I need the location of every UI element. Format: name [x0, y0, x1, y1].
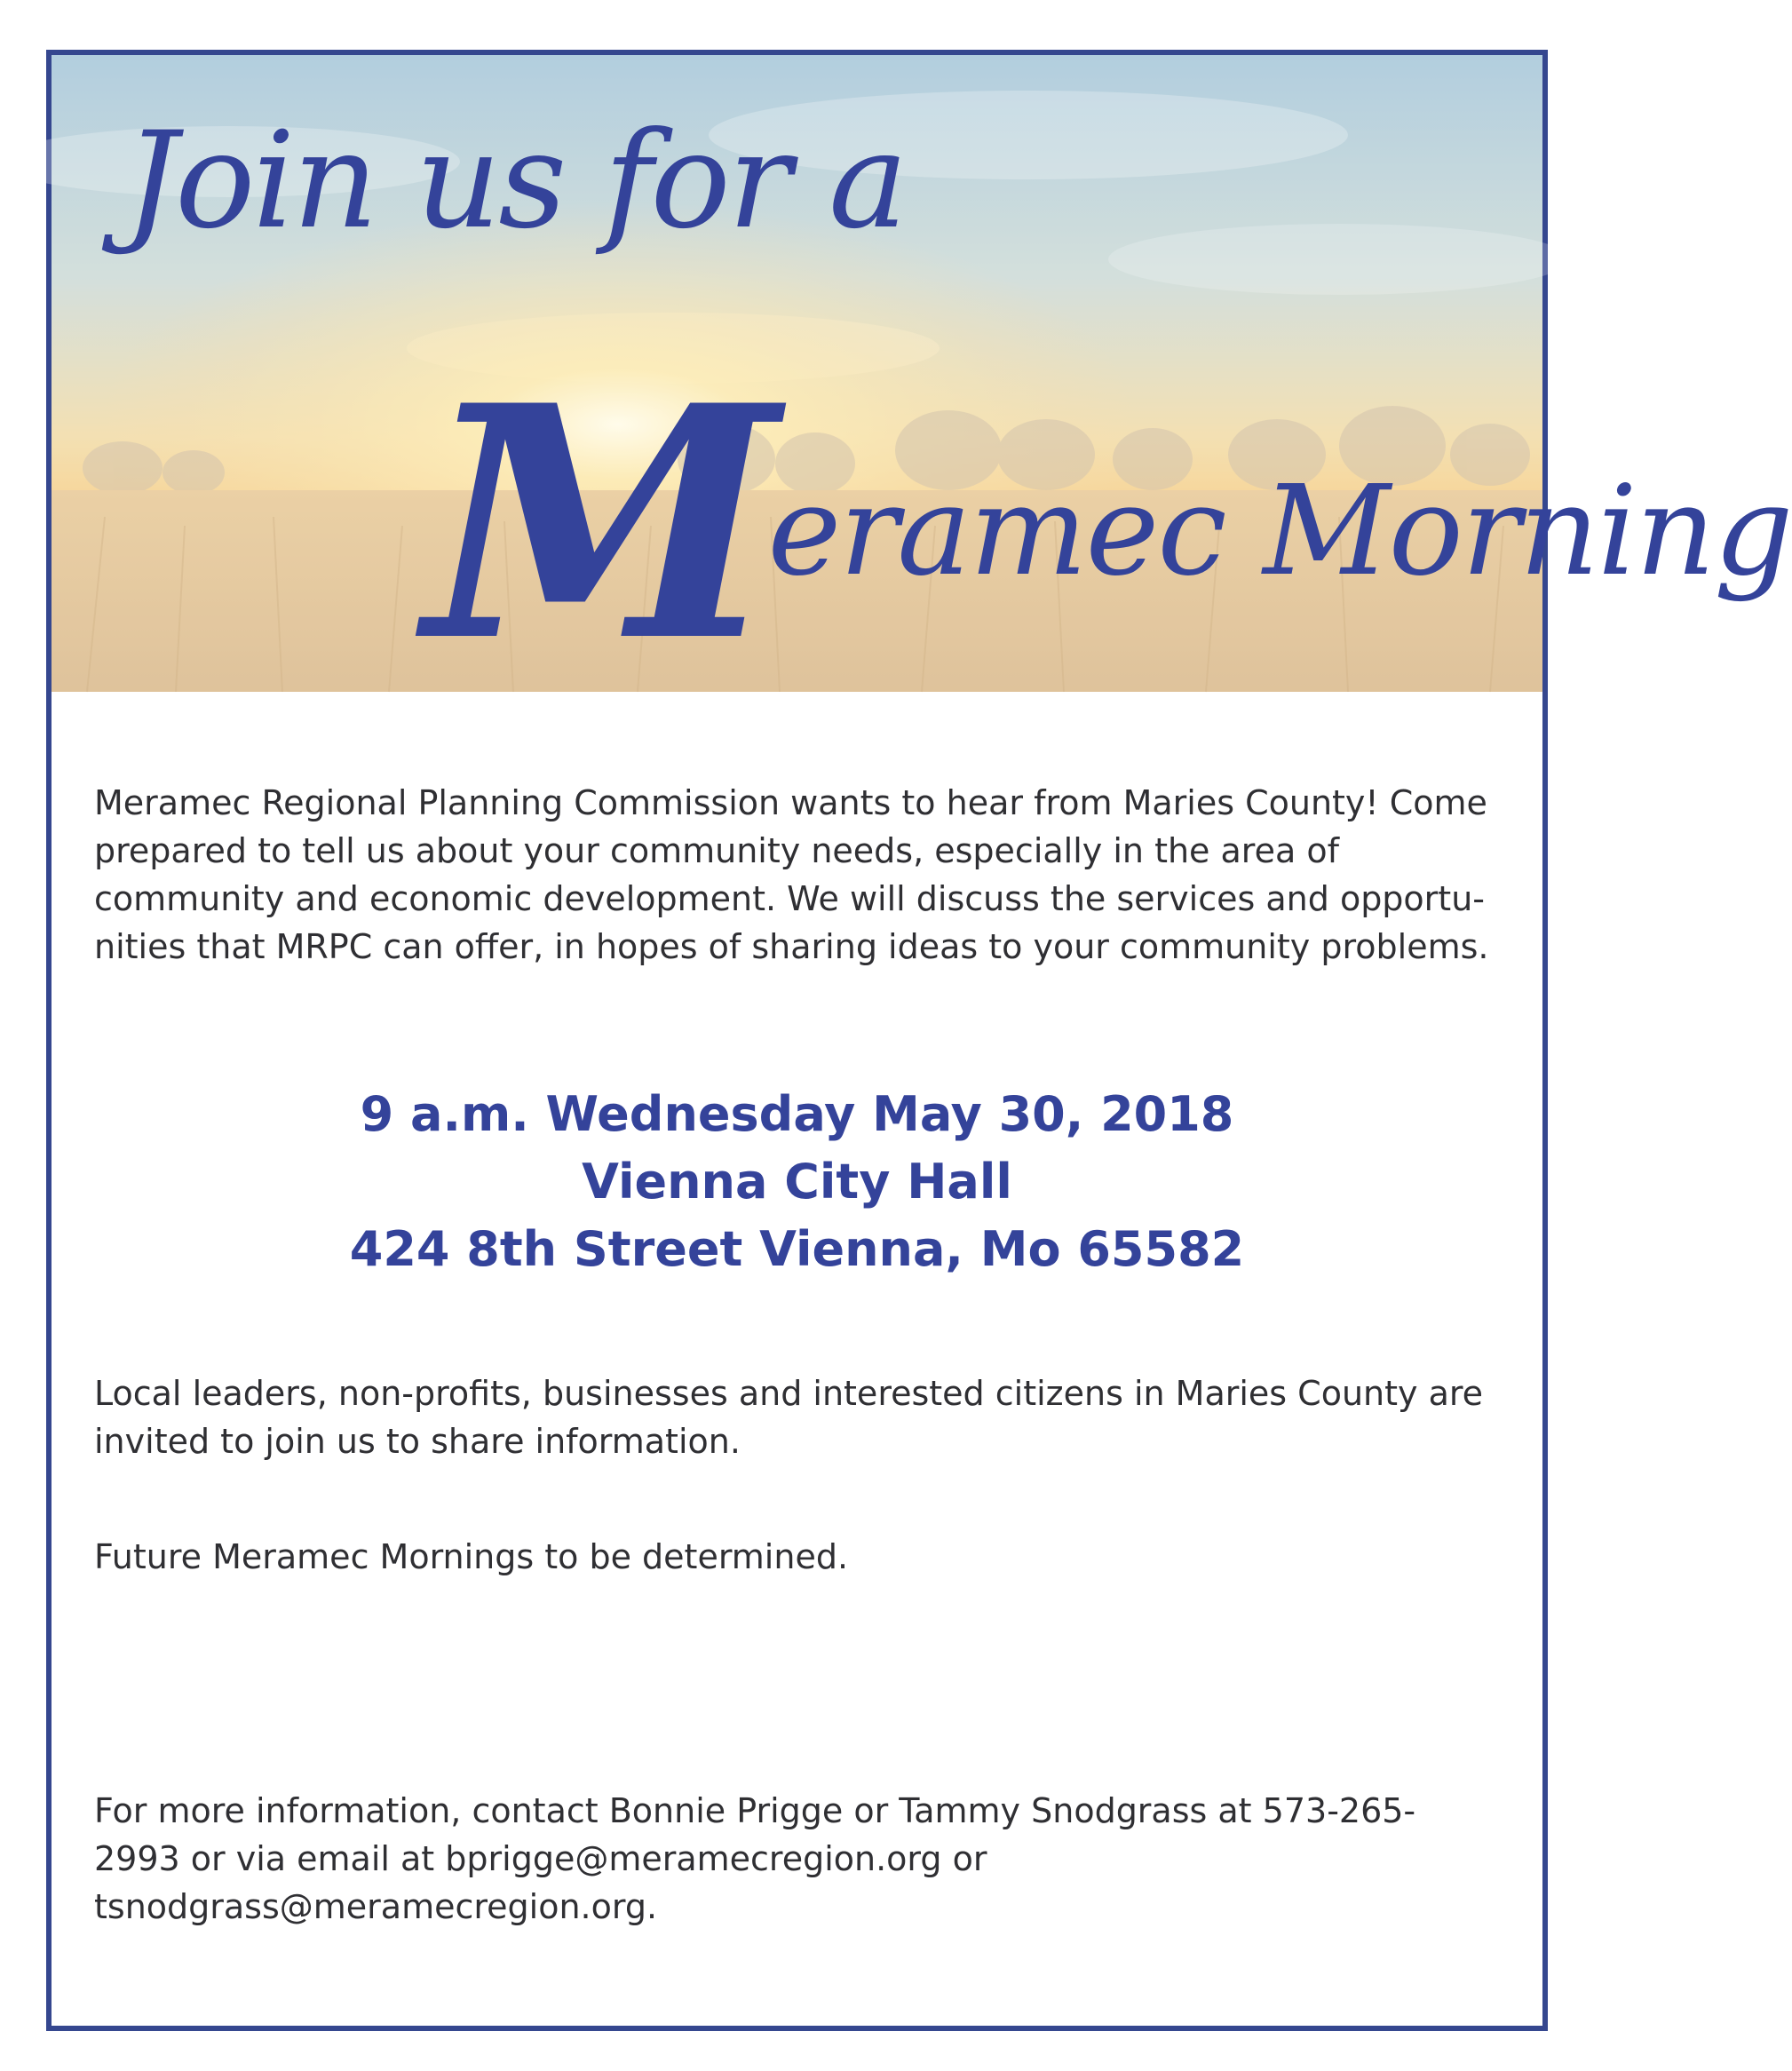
event-details	[52, 1081, 1542, 1283]
intro-paragraph: Meramec Regional Planning Commission wants to hear from Maries County! Come prepared to tell us about your community needs, especially in the area of community and economic development. We will discuss the services and opportu-nities that MRPC can offer, in hopes of sharing ideas to your community problems.	[94, 783, 1489, 966]
event-venue: Vienna City Hall	[582, 1154, 1012, 1210]
event-address: 424 8th Street Vienna, Mo 65582	[349, 1221, 1245, 1277]
contact-paragraph: For more information, contact Bonnie Prigge or Tammy Snodgrass at 573-265-2993 or via email at bprigge@meramecregion.org or tsnodgrass@meramecregion.org.	[94, 1791, 1416, 1926]
title-join-us: Join us for a	[124, 104, 906, 258]
invite-paragraph: Local leaders, non-profits, businesses and interested citizens in Maries County are invited to join us to share information.	[94, 1374, 1484, 1461]
hero-image-sunrise-field	[52, 55, 1792, 711]
title-meramec-morning	[424, 336, 1792, 711]
future-paragraph: Future Meramec Mornings to be determined.	[94, 1537, 849, 1576]
title-initial-m: M	[424, 336, 777, 711]
title-rest: eramec Morning	[767, 459, 1792, 604]
flyer-title	[52, 55, 1792, 711]
event-time-date: 9 a.m. Wednesday May 30, 2018	[360, 1086, 1234, 1142]
flyer-frame	[46, 50, 1792, 2031]
